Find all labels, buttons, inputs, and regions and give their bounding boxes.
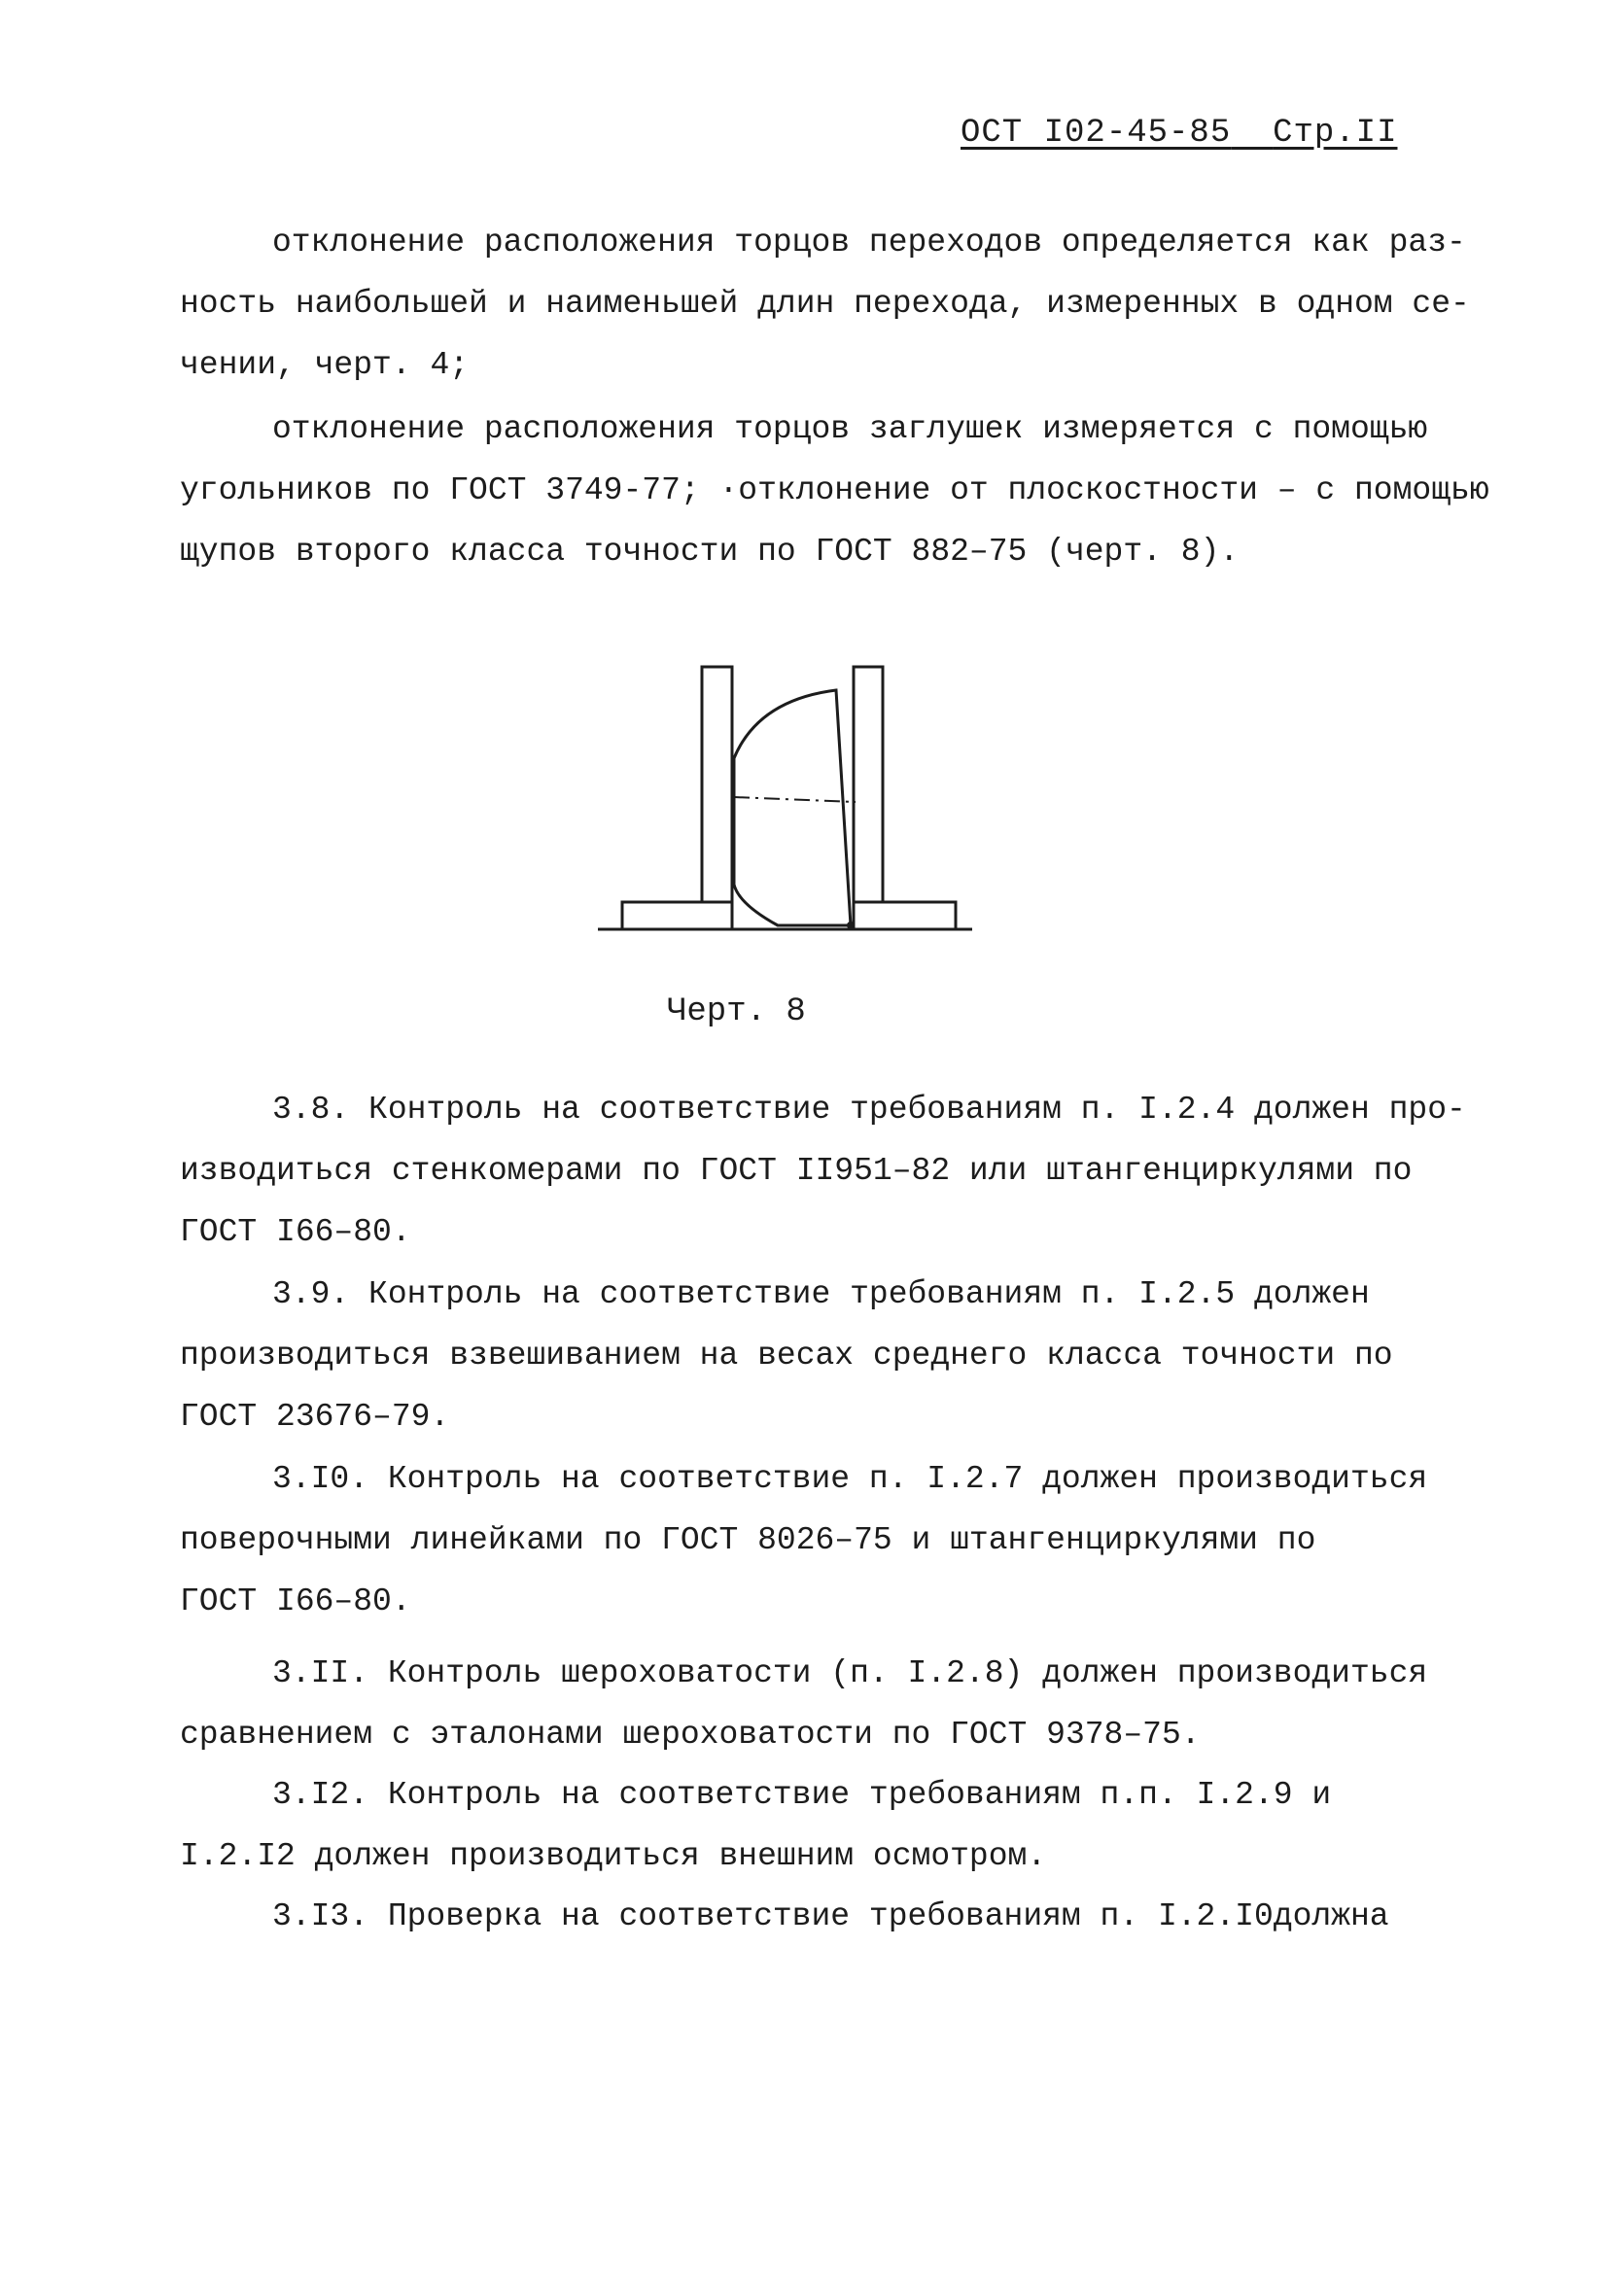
- paragraph-2: [180, 399, 1489, 582]
- contact-point: [847, 922, 855, 929]
- text-line: производиться взвешиванием на весах среднего класса точности по: [180, 1338, 1393, 1374]
- paragraph-1: [180, 212, 1470, 396]
- text-line: ГОСТ 23676–79.: [180, 1399, 450, 1435]
- right-foot: [854, 902, 956, 929]
- text-line: отклонение расположения торцов переходов определяется как раз-: [272, 225, 1466, 261]
- text-line: 3.8. Контроль на соответствие требованиям п. I.2.4 должен про-: [272, 1092, 1466, 1128]
- text-line: ГОСТ I66–80.: [180, 1583, 411, 1619]
- paragraph-3-8: [180, 1079, 1466, 1263]
- text-line: щупов второго класса точности по ГОСТ 882–75 (черт. 8).: [180, 534, 1240, 570]
- doc-code: ОСТ I02-45-85: [961, 115, 1232, 152]
- text-line: 3.I0. Контроль на соответствие п. I.2.7 должен производиться: [272, 1461, 1428, 1497]
- text-line: отклонение расположения торцов заглушек измеряется с помощью: [272, 411, 1428, 447]
- text-line: изводиться стенкомерами по ГОСТ II951–82 или штангенциркулями по: [180, 1153, 1413, 1189]
- text-line: чении, черт. 4;: [180, 347, 470, 383]
- figure-8: [583, 661, 992, 957]
- paragraph-3-11: [180, 1643, 1444, 1765]
- text-line: 3.9. Контроль на соответствие требованиям п. I.2.5 должен: [272, 1276, 1370, 1312]
- text-line: 3.I3. Проверка на соответствие требованиям п. I.2.I0должна: [272, 1898, 1389, 1934]
- end-cap: [734, 690, 851, 925]
- text-line: ГОСТ I66–80.: [180, 1214, 411, 1250]
- left-foot: [622, 902, 732, 929]
- text-line: угольников по ГОСТ 3749-77; ·отклонение от плоскостности – с помощью: [180, 472, 1489, 508]
- text-line: сравнением с эталонами шероховатости по ГОСТ 9378–75.: [180, 1717, 1201, 1753]
- right-upright: [854, 667, 883, 902]
- text-line: ность наибольшей и наименьшей длин перехода, измеренных в одном се-: [180, 286, 1470, 322]
- center-line: [734, 797, 856, 802]
- text-line: 3.I2. Контроль на соответствие требованиям п.п. I.2.9 и: [272, 1777, 1332, 1813]
- text-line: 3.II. Контроль шероховатости (п. I.2.8) должен производиться: [272, 1655, 1428, 1691]
- paragraph-3-10: [180, 1448, 1444, 1632]
- page-header: [961, 115, 1397, 152]
- paragraph-3-13: [180, 1886, 1444, 1947]
- left-upright: [702, 667, 732, 902]
- figure-caption: Черт. 8: [667, 993, 806, 1030]
- text-line: поверочными линейками по ГОСТ 8026–75 и штангенциркулями по: [180, 1522, 1316, 1558]
- figure-8-drawing: [583, 661, 992, 953]
- text-line: I.2.I2 должен производиться внешним осмотром.: [180, 1838, 1047, 1874]
- paragraph-3-9: [180, 1264, 1444, 1447]
- paragraph-3-12: [180, 1764, 1444, 1887]
- page-number: Стр.II: [1273, 115, 1398, 152]
